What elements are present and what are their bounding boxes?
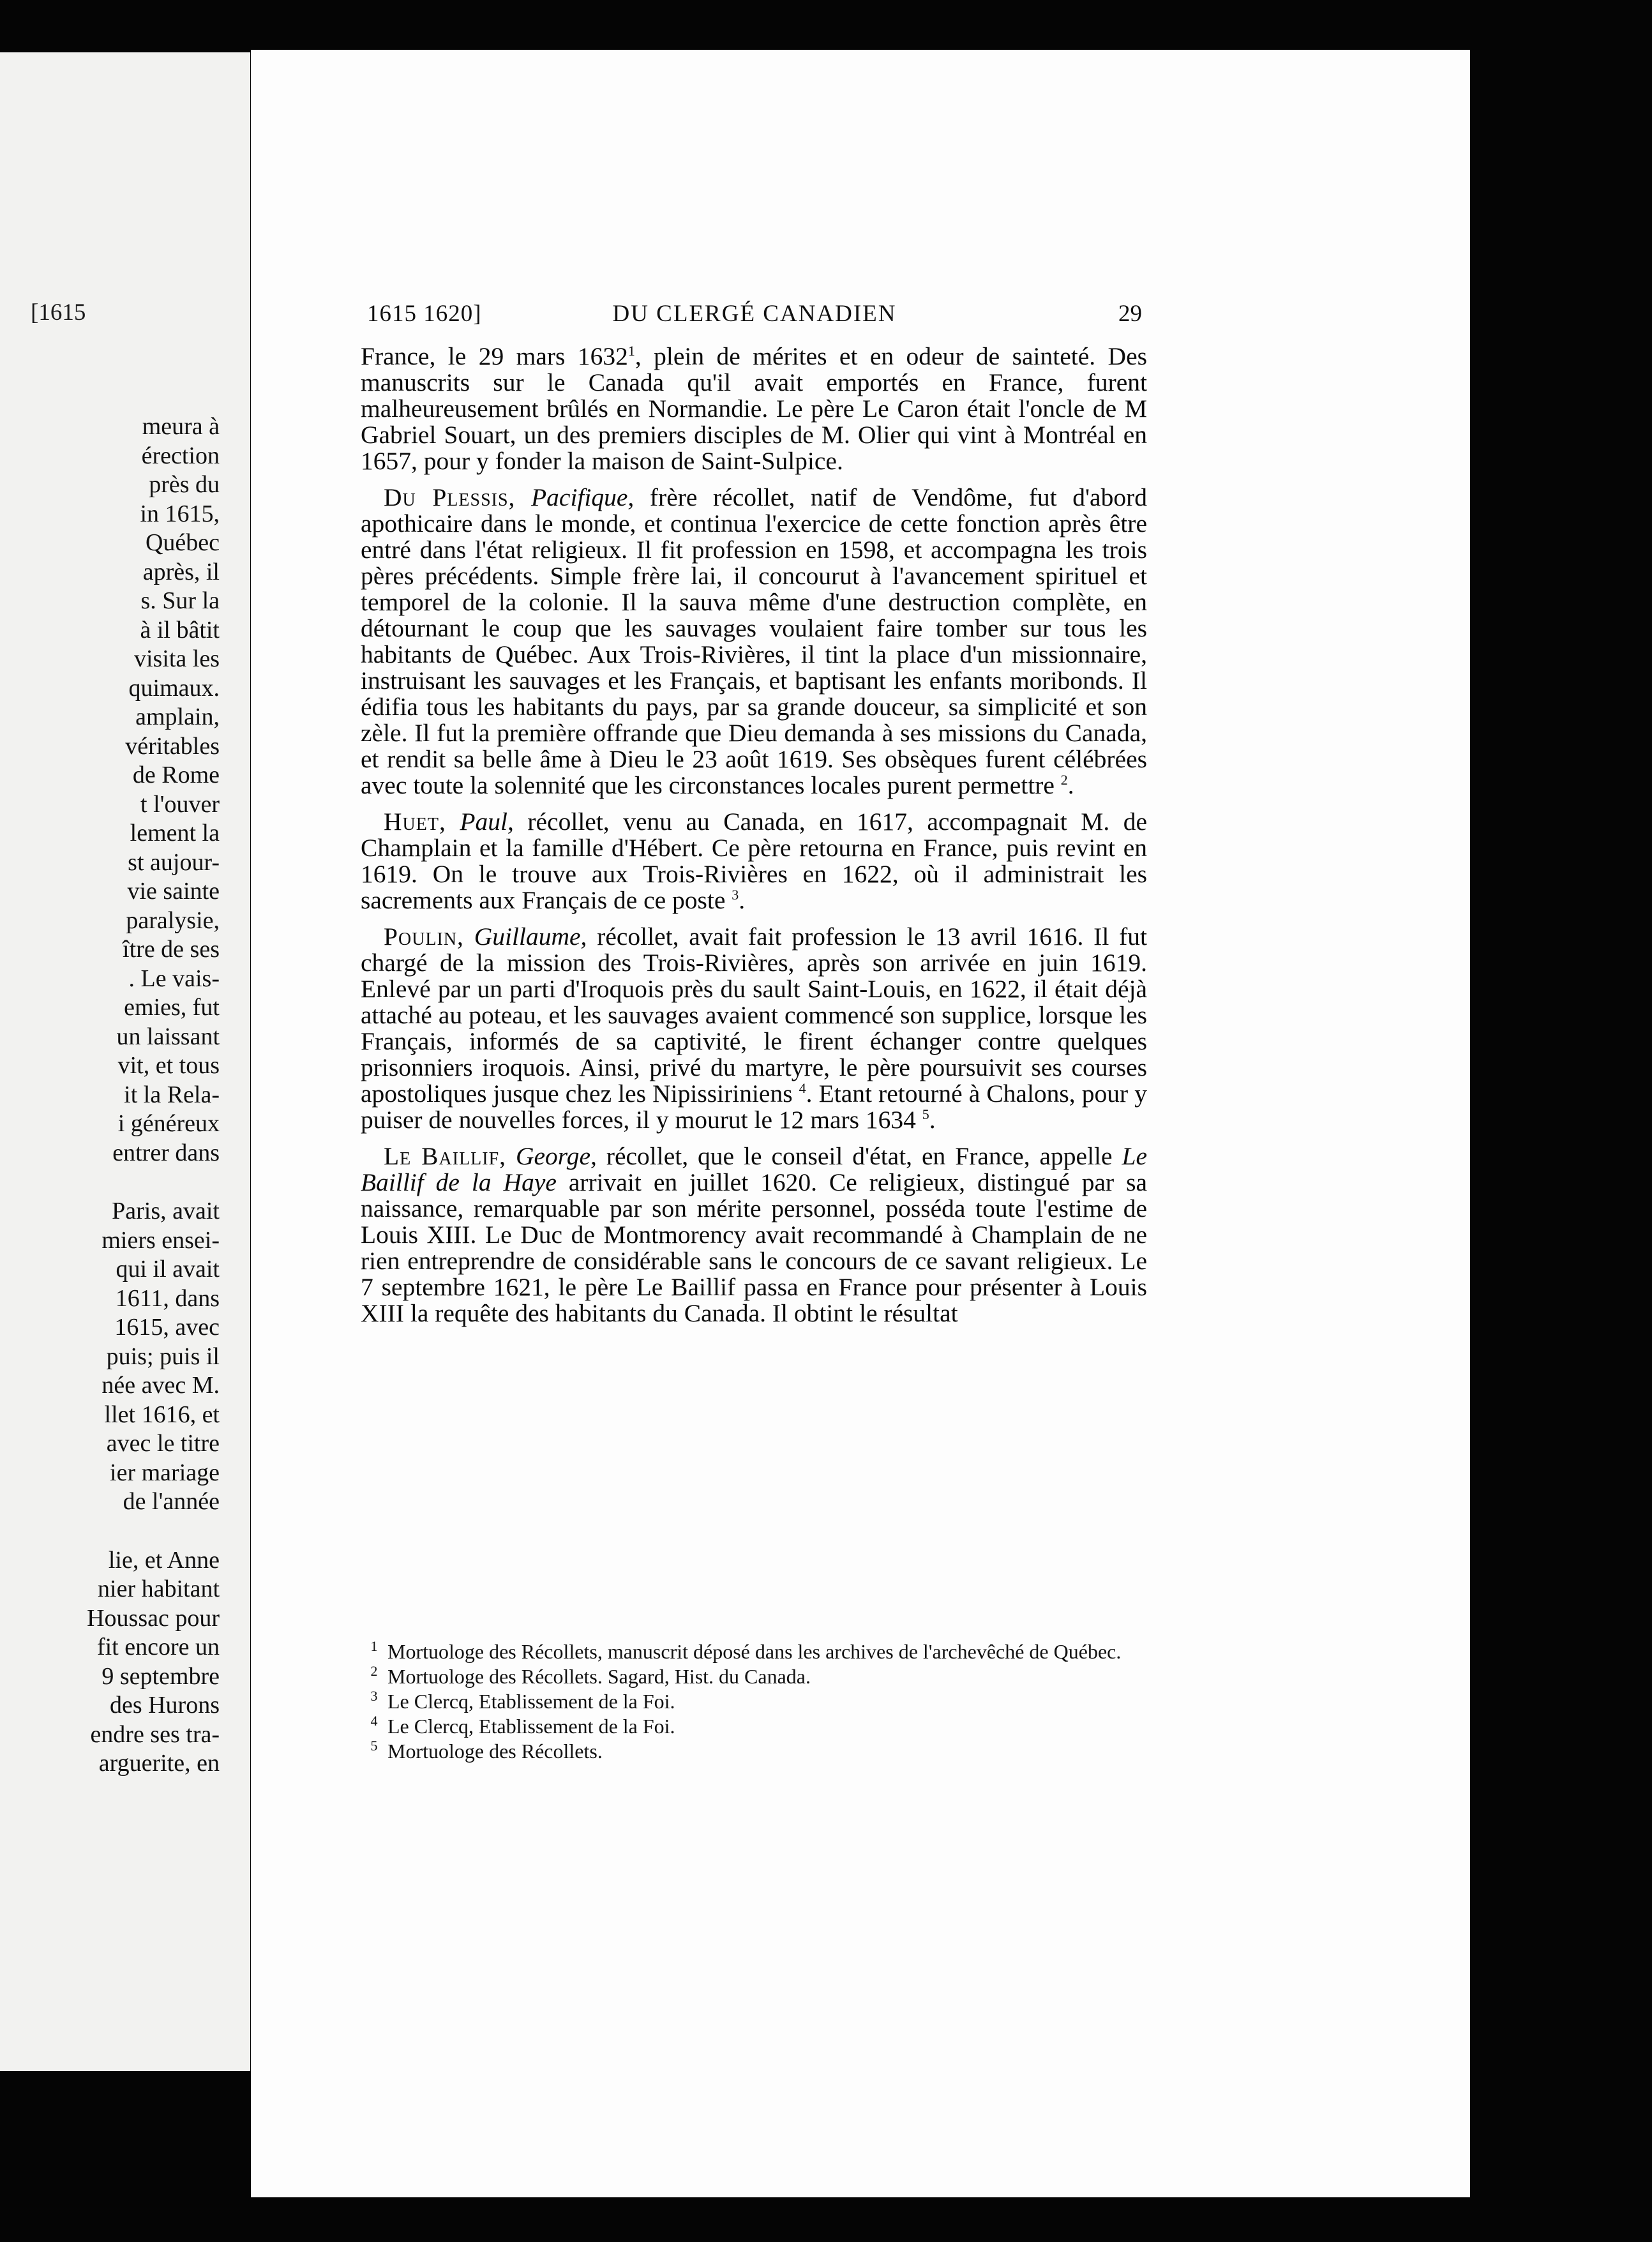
footnote: 1 Mortuologe des Récollets, manuscrit déposé dans les archives de l'archevêché de Québec. [370,1638,1122,1663]
left-page-line: avec le titre [106,1430,220,1457]
text-run: . Etant retourné à Chalons, pour y puiser de nouvelles forces, il y mourut le 12 mars 1634 [361,1080,1147,1134]
entry-surname: Le Baillif, [384,1142,507,1170]
left-page-line: 1611, dans [115,1284,220,1312]
left-page-text-column [0,412,250,1779]
paragraph-poulin [361,924,1147,1133]
body-text [361,343,1147,1337]
left-page-paragraph-gap [0,1168,250,1197]
text-run: récollet, que le conseil d'état, en France, appelle [596,1142,1122,1170]
left-page-line: paralysie, [126,907,220,934]
left-page-line: st aujour- [128,848,220,876]
left-page-line: in 1615, [140,500,220,527]
footnote-text: Le Clercq, Etablissement de la Foi. [387,1690,675,1713]
text-run: , plein de mérites et en odeur de sainteté. Des manuscrits sur le Canada qu'il avait emportés en France, furent malheureusement brûlés en Normandie. Le père Le Caron était l'oncle de M Gabriel Souart, un des premiers disciples de M. Olier qui vint à Montréal en 1657, pour y fonder la maison de Saint-Sulpice. [361,342,1147,475]
left-page-line: ier mariage [110,1459,220,1486]
left-page-line: i généreux [117,1110,220,1137]
left-page-header: [1615 [31,299,86,326]
left-page-line: ître de ses [123,936,220,963]
left-page-line: érection [141,442,220,469]
left-page-line: s. Sur la [140,587,220,614]
text-run: . [929,1106,936,1134]
running-head-date-range: 1615 1620] [367,301,482,327]
running-head [367,300,1142,338]
left-page-line: Houssac pour [87,1604,220,1632]
footnote: 3 Le Clercq, Etablissement de la Foi. [370,1688,675,1713]
left-page-line: Québec [145,529,220,556]
left-page-fragment [0,52,250,2071]
left-page-line: lement la [130,820,220,846]
left-page-line: après, il [142,558,220,585]
text-run: . [1067,771,1074,799]
footnote-text: Mortuologe des Récollets. Sagard, Hist. du Canada. [387,1665,811,1688]
paragraph-huet [361,809,1147,914]
text-run: arrivait en juillet 1620. Ce religieux, distingué par sa naissance, remarquable par son mérite personnel, posséda toute l'estime de Louis XIII. Le Duc de Montmorency avait recommandé à Champlain de ne rien entreprendre de considérable sans le concours de ce savant religieux. Le 7 septembre 1621, le père Le Baillif passa en France pour présenter à Louis XIII la requête des habitants du Canada. Il obtint le résultat [361,1168,1147,1327]
left-page-line: puis; puis il [106,1343,220,1370]
left-page-line: née avec M. [101,1372,220,1399]
left-page-line: miers ensei- [101,1226,220,1254]
left-page-line: à il bâtit [140,616,220,643]
text-run: frère récollet, natif de Vendôme, fut d'abord apothicaire dans le monde, et continua l'exercice de cette fonction après être entré dans l'état religieux. Il fit profession en 1598, et accompagna les trois pères précédents. Simple frère lai, il concourut à l'avancement spirituel et temporel de la colonie. Il la sauva même d'une destruction complète, en détournant le coup que les sauvages voulaient faire tomber sur tous les habitants de Québec. Aux Trois-Rivières, il tint la place d'un missionnaire, instruisant les sauvages et les Français, et baptisant les enfants moribonds. Il édifia tous les habitants du pays, par sa grande douceur, sa simplicité et son zèle. Il fut la première offrande que Dieu demanda à ses missions du Canada, et rendit sa belle âme à Dieu le 23 août 1619. Ses obsèques furent célébrées avec toute la solennité que les circonstances locales purent permettre [361,483,1147,799]
left-page-line: Paris, avait [112,1198,220,1224]
left-page-line: de l'année [123,1488,220,1515]
paragraph-le-baillif [361,1143,1147,1327]
left-page-line: vit, et tous [117,1052,220,1079]
left-page-line: it la Rela- [124,1081,220,1108]
footnote-ref: 5 [922,1106,929,1122]
left-page-line: 1615, avec [114,1314,220,1341]
left-page-line: près du [149,471,220,498]
left-page-line: t l'ouver [140,790,220,818]
left-page-line: 9 septembre [101,1662,220,1690]
left-page-line: des Hurons [109,1692,220,1719]
footnote: 5 Mortuologe des Récollets. [370,1738,603,1763]
left-page-line: meura à [142,413,220,440]
text-run: . [739,886,746,914]
left-page-paragraph-gap [0,1517,250,1546]
left-page-line: endre ses tra- [90,1720,220,1748]
entry-given-name: Guillaume, [474,922,587,951]
italic-title: Le Baillif de la Haye [361,1142,1147,1196]
footnote-text: Mortuologe des Récollets. [387,1740,603,1763]
left-page-line: un laissant [116,1023,220,1050]
entry-surname: Poulin, [384,922,464,951]
left-page-line: qui il avait [116,1256,220,1283]
page-number: 29 [1118,301,1142,327]
paragraph-du-plessis [361,485,1147,799]
left-page-line: nier habitant [98,1576,220,1602]
right-page [251,50,1470,2197]
paragraph-le-caron-continued [361,343,1147,474]
left-page-line: visita les [133,645,220,672]
entry-given-name: Paul, [460,808,514,836]
left-page-line: de Rome [132,762,220,788]
footnote: 4 Le Clercq, Etablissement de la Foi. [370,1713,675,1738]
left-page-line: lie, et Anne [108,1546,220,1574]
left-page-line: arguerite, en [98,1750,220,1777]
left-page-line: vie sainte [127,878,220,905]
left-page-line: amplain, [135,703,220,730]
entry-surname: Du Plessis, [384,483,516,511]
left-page-line: llet 1616, et [104,1401,220,1428]
left-page-line: fit encore un [96,1634,220,1660]
text-run: France, le 29 mars 1632 [361,342,628,370]
footnote-text: Le Clercq, Etablissement de la Foi. [387,1715,675,1738]
left-page-line: entrer dans [112,1139,220,1166]
left-page-line: véritables [125,732,220,760]
running-head-title: DU CLERGÉ CANADIEN [612,301,897,327]
footnote: 2 Mortuologe des Récollets. Sagard, Hist. du Canada. [370,1663,811,1688]
entry-surname: Huet, [384,808,446,836]
footnotes [361,1639,1147,1764]
left-page-line: quimaux. [128,674,220,702]
entry-given-name: Pacifique, [531,483,635,511]
left-page-line: . Le vais- [128,965,220,992]
footnote-ref: 1 [627,342,635,359]
footnote-ref: 2 [1060,771,1068,788]
text-run: récollet, venu au Canada, en 1617, accompagnait M. de Champlain et la famille d'Hébert. Ce père retourna en France, puis revint en 1619. On le trouve aux Trois-Rivières en 1622, où il administrait les sacrements aux Français de ce poste [361,808,1148,914]
text-run: récollet, avait fait profession le 13 avril 1616. Il fut chargé de la mission des Trois-Rivières, après son arrivée en juin 1619. Enlevé par un parti d'Iroquois près du sault Saint-Louis, en 1622, il était déjà attaché au poteau, et les sauvages avaient commencé son supplice, lorsque les Français, informés de sa captivité, le firent échanger contre quelques prisonniers iroquois. Ainsi, privé du martyre, le père poursuivit ses courses apostoliques jusque chez les Nipissiriniens [361,922,1147,1108]
footnote-ref: 3 [732,886,739,903]
footnote-ref: 4 [799,1080,806,1096]
footnote-text: Mortuologe des Récollets, manuscrit déposé dans les archives de l'archevêché de Québec. [387,1640,1122,1663]
left-page-line: emies, fut [124,994,220,1021]
entry-given-name: George, [516,1142,597,1170]
